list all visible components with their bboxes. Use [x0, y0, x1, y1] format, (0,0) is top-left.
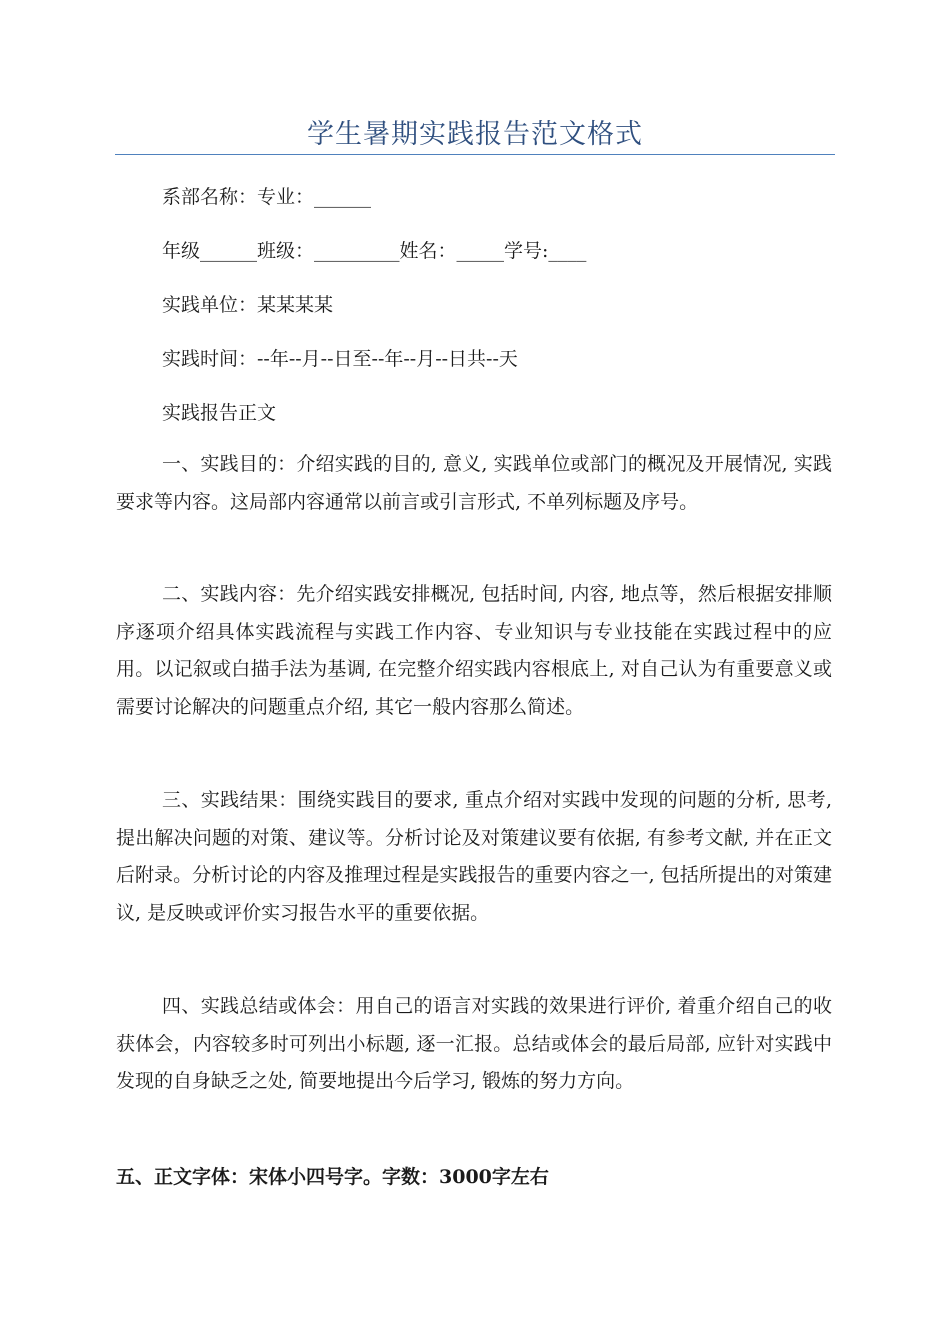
- document-title: 学生暑期实践报告范文格式: [307, 119, 643, 150]
- section-purpose: 一、实践目的：介绍实践的目的, 意义, 实践单位或部门的概况及开展情况, 实践要求等内容。这局部内容通常以前言或引言形式, 不单列标题及序号。: [116, 453, 832, 513]
- practice-unit-line: 实践单位：某某某某: [162, 294, 334, 316]
- dept-major-line: 系部名称：专业：______: [162, 186, 372, 208]
- section-results: 三、实践结果：围绕实践目的要求, 重点介绍对实践中发现的问题的分析, 思考, 提出解决问题的对策、建议等。分析讨论及对策建议要有依据, 有参考文献, 并在正文后附录。分析讨论的内容及推理过程是实践报告的重要内容之一, 包括所提出的对策建议, 是反映或评价实习报告水平的重要依据。: [116, 789, 832, 924]
- grade-class-name-line: 年级______班级：_________姓名：_____学号:____: [162, 240, 587, 262]
- section-summary: 四、实践总结或体会：用自己的语言对实践的效果进行评价, 着重介绍自己的收获体会，内容较多时可列出小标题, 逐一汇报。总结或体会的最后局部, 应针对实践中发现的自身缺乏之处, 简要地提出今后学习, 锻炼的努力方向。: [116, 995, 832, 1092]
- title-underline: [115, 154, 835, 155]
- report-body-heading: 实践报告正文: [162, 402, 277, 424]
- practice-time-line: 实践时间：--年--月--日至--年--月--日共--天: [162, 348, 518, 370]
- font-and-wordcount-note: 五、正文字体：宋体小四号字。字数：3000字左右: [116, 1166, 549, 1188]
- section-content: 二、实践内容：先介绍实践安排概况, 包括时间, 内容, 地点等，然后根据安排顺序逐项介绍具体实践流程与实践工作内容、专业知识与专业技能在实践过程中的应用。以记叙或白描手法为基调, 在完整介绍实践内容根底上, 对自己认为有重要意义或需要讨论解决的问题重点介绍, 其它一般内容那么简述。: [116, 583, 832, 718]
